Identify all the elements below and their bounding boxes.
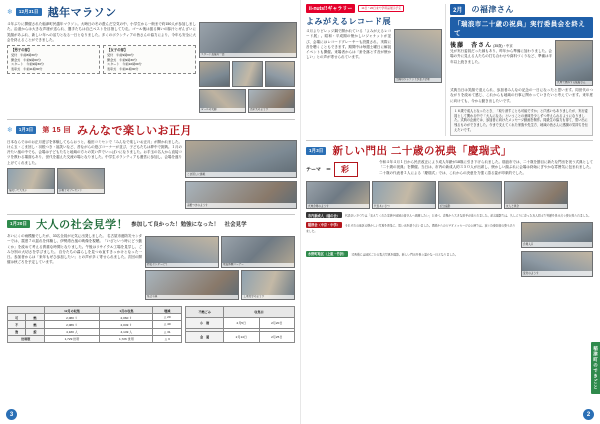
gomi-th-1: 不燃ごみ [186,307,224,318]
snowflake-icon-2: ❄ [7,126,13,134]
shakai-photo-4 [241,270,295,300]
schedule-women-2: 開会式 午前9時30分 [107,57,137,62]
shakai-photo-2 [221,236,295,268]
seijin-body-text: 令和４年４月１日から民法改正により成人年齢が18歳に引き下げられました。瑞浪市では、二十歳を節目に新たな門出を祝う式典として「二十歳の祝典」を開催。当日は、市内の新成人約３５０人が出席し、懐かしい顔ぶれに会場は終始にぎやかな雰囲気に包まれました。二十歳の代表者３人による「慶瑞式」では、これからの決意を力強く語る姿が印象的でした。 [379,160,593,175]
schedule-women-1: 受付 午前9時00分 [107,53,134,58]
schedule-men-1: 受付 午前8時30分 [11,53,38,58]
schedule-women-3: スタート 午前10時00分 [107,62,142,67]
article-newyear [7,122,295,210]
seijin-date-badge: 1月3日 [306,147,326,155]
newyear-headline: みんなで楽しいお正月 [77,124,193,137]
seijin-photo-3 [438,181,502,209]
seijin-photo-6-caption: 受付のようす [522,271,592,275]
seijin-photo-strip-top [306,181,593,209]
seijin-section-3 [306,251,518,277]
shakai-strip-2 [145,270,295,300]
article-fukutsu [445,4,593,136]
seijin-theme-word: 彩 [334,162,358,177]
fukutsu-lead [450,49,552,65]
seijin-sec2-label: 稲津会（中京・中学） [308,223,340,227]
fukutsu-person-card [450,40,593,86]
article-ii-nuts [306,4,442,136]
shakai-sub-headline: 参加して良かった！勉強になった！ 社会見学 [131,222,247,228]
shakai-photo-4-caption: 工場見学のようす [242,295,294,299]
pop-r1-c4: 2,060 ｔ [100,314,153,321]
table-row [186,317,295,328]
newyear-body [7,140,182,166]
divider-2 [7,214,295,215]
fukutsu-name: 後藤 杏さん [450,43,493,49]
fukutsu-meta: (35歳)・中京 [493,44,513,48]
seijin-theme-label: テーマ ＝ [306,167,332,174]
ii-nuts-photo [394,29,442,83]
gomi-r3-c2: 2月14日 [224,332,259,343]
pop-r4-c1: 世帯数 [8,335,45,342]
seijin-photo-1-caption: 式典会場のようす [307,204,369,208]
pop-th-jan: 1月の収集 [100,307,153,314]
seijin-sec3-label: 水野町地区（上組・竹折） [308,252,347,256]
fukutsu-month-badge: 2月 [450,4,465,15]
newyear-photo-4 [57,168,105,194]
shakai-headline-row [7,216,295,232]
shakai-photo-1 [145,236,219,268]
table-row [186,332,295,343]
fukutsu-quote: １８歳で成人となったとき、「取り消すことも可能ですか」と戸惑いもありましたが、実行委員として関わる中で「大人になる」ということの意味を少しずつ考えられるようになりました。式典の企画では、参加者に向けたメッセージ動画を制作。同級生の協力も得て、思い出に残るものができました。今まで支えてくれた家族や先生方、地域の皆さんに感謝の気持ちを伝えたいです。 [450,106,593,136]
shakai-strip-1 [145,236,295,268]
page-number-right: 2 [583,409,594,420]
gomi-r3-c1: 金 属 [186,332,224,343]
seijin-headline-row [306,143,593,158]
right-page [300,0,600,424]
gomi-th-2: 収集日 [224,307,295,318]
seijin-photo-4 [504,181,568,209]
seijin-photo-2-caption: 代表あいさつ [373,204,435,208]
ii-nuts-headline: よみがえるレコード展 [306,17,391,26]
gomi-table [185,306,295,343]
seijin-section-1 [306,212,593,218]
newyear-times-label: 第 15 回 [42,126,72,134]
seijin-theme-block [306,160,376,179]
fukutsu-name-row [450,40,552,49]
marathon-top [7,22,295,115]
seijin-photo-6 [521,251,593,277]
newyear-content [7,140,295,210]
newyear-photo-4-caption: お菓子のプレゼント [58,189,104,193]
pop-r2-c4: 2,049 ｔ [100,321,153,328]
pop-r4-c5: △ 3 [153,335,182,342]
page-number-left: 3 [6,409,17,420]
marathon-photo-1-caption: スタート直後の一団 [200,53,296,57]
pop-r3-c5: △ 31 [153,328,182,335]
ii-nuts-photo-caption: 当時のジャケットが並ぶ会場 [395,78,441,82]
marathon-headline: 越年マラソン [47,7,117,19]
newyear-headline-row [7,122,295,138]
marathon-photo-strip [199,61,295,87]
table-header-row [8,307,182,314]
article-seijin [306,143,593,276]
marathon-photo-6-caption: 表彰式のようす [249,108,294,112]
newyear-body-text: 日本ならではのお正月遊びを体験してもらおうと、稲田コミセンで「みんなで楽しいお正月」が開かれました。けん玉・こま回し・羽根つき・福笑いなど、昔ながらの遊びコーナーが並び、子どもたちは夢中で挑戦。１月の冷たい風の中でも、会場は子どもたちと地域の方々の笑い声でいっぱいになりました。お手玉の名人から直接コツを教わる場面もあり、世代を越えた交流の場となりました。中学生ボランティアも運営に参加し、会場を盛り上げてくれました。 [7,139,182,165]
pop-r2-c1: 不 [8,321,26,328]
schedule-women-title: 【女子の部】 [107,48,128,52]
seijin-sec3-text: 式典後には地区ごとの集合写真を撮影。新しい門出を祝う温かな一日となりました。 [351,252,458,256]
newyear-photo-1-caption: こま回しに挑戦 [186,172,296,176]
seijin-photo-5 [521,222,593,248]
pop-r3-c4: 4,149 人 [100,328,153,335]
seijin-section-2 [306,222,518,248]
table-row [8,314,182,321]
gomi-r1-c2: 2月5日 [224,317,259,328]
divider-1 [7,119,295,120]
pop-th-blank [8,307,45,314]
marathon-photo-6 [248,89,295,113]
marathon-photo-5 [199,89,246,113]
seijin-theme-row [306,162,376,177]
seijin-section-3-row [306,251,593,277]
right-top-row [306,4,593,136]
seijin-sec2-text: それぞれの地区の懐かしい写真を背景に、思い出を語り合いました。恩師からのビデオメッセージの上映では、涙ぐむ参加者の姿もありました。 [306,223,516,233]
ii-nuts-body [306,29,391,83]
shakai-date-badge: 1月20日 [7,220,30,228]
seijin-sec1-label: 市内新成人（瑞の会） [308,213,340,218]
seijin-photo-5-caption: 会場入口 [522,242,592,246]
schedule-men-title: 【男子の部】 [11,48,32,52]
gomi-tables [7,306,295,343]
shakai-headline: 大人の社会見学！ [36,219,129,231]
table-header-row [186,307,295,318]
seijin-sec1-text: 代表あいさつでは「支えてくれた家族や地域の皆さんへ感謝したい」と述べ、会場から大きな拍手が送られました。記念撮影では、久しぶりに会った友人同士で笑顔を見せ合う姿が見られました。 [345,213,592,218]
marathon-photo-4 [265,61,295,87]
seijin-photo-2 [372,181,436,209]
pop-r1-c5: △ 20 [153,314,182,321]
pop-th-diff: 増減 [153,307,182,314]
table-row [8,321,182,328]
fukutsu-photo [555,40,593,86]
fukutsu-band: 「瑞浪市二十歳の祝典」実行委員会を終えて [450,17,593,38]
snowflake-icon: ❄ [7,9,13,16]
newyear-date-badge: 1月3日 [16,126,36,134]
marathon-body-text: ４年ぶりに開催された稲津町民越年マラソン。大晦日の冬の澄んだ空気の中、小学生から一般まで約150人が参加しました。沿道からは大きな声援が送られ、選手たちは自己ベストを目指して力走。ゴール後は振る舞いの豚汁とぜんざいに笑顔があふれ、新しい年への活力となる一日となりました。多くのボランティアの皆さんの協力により、今年も安全に大会を終えることができました。 [7,22,196,42]
marathon-schedule [7,45,196,74]
shakai-photo-1-caption: 防災センターにて [146,263,218,267]
pop-r1-c1: 可 [8,314,26,321]
newyear-photo-2-caption: 羽根つきのようす [186,203,296,207]
article-shakai [7,216,295,302]
marathon-headline-row [7,4,295,20]
marathon-photo-strip-2 [199,89,295,113]
seijin-section-2-row [306,222,593,248]
table-row [8,335,182,342]
ii-nuts-body-text: ４月よりビレッジ鋼で開かれている「よみがえるレコード展」。昭和・平成期の懐かしいジャケットが並び、会場にはレコードプレーヤーも設置され、実際に音を聴くこともできます。期間中は毎週土曜日に解説イベントも開催。来場者からは「針を落とす音が懐かしい」との声が寄せられています。 [306,29,392,60]
schedule-men-3: スタート 午前9時30分 [11,62,45,67]
marathon-photo-5-caption: ゴールの笑顔 [200,108,245,112]
shakai-body-text: あいにくの雨模様でしたが、33名全員が元気に出発しました。 名古屋市港防災センターでは、震度７の揺れを体験し、伊勢湾台風の映像を視聴。「いざという時にどう動くか」を改めて考える貴重な時間となりました。午後はリサイクル工場を見学し、ごみ分別の大切さを学びました。 自分たちの暮らしを見つめ直すきっかけとなった一日。参加者からは「来年もぜひ参加したい」との声が多く寄せられました。次回の開催は秋ごろを予定しています。 [7,234,142,265]
divider-right-1 [306,140,593,141]
pop-r2-c3: 2,089 ｔ [44,321,100,328]
newyear-photo-2 [185,181,297,209]
seijin-headline: 新しい門出 二十歳の祝典「慶瑞式」 [332,145,512,158]
marathon-date-badge: 12月31日 [16,8,42,16]
gomi-r1-c3: 2月20日 [259,317,294,328]
newyear-photo-3 [7,168,55,194]
shakai-photo-3-caption: 集合写真 [146,295,238,299]
gomi-r3-c3: 2月25日 [259,332,294,343]
seijin-top [306,160,593,179]
fukutsu-headline: の福津さん [471,5,514,14]
shakai-content [7,234,295,302]
ii-nuts-note: 14日〜20日まで学用品展示予定 [358,5,404,12]
article-marathon [7,4,295,115]
marathon-body [7,22,196,43]
ii-nuts-tag: ii-nuts!!ギャラリー [306,4,355,13]
schedule-men-2: 開会式 午前9時00分 [11,57,41,62]
marathon-schedule-women [103,45,196,74]
seijin-photo-3-caption: 記念撮影 [439,204,501,208]
gomi-r1-c1: 小 箱 [186,317,224,328]
shakai-photo-3 [145,270,239,300]
pop-r4-c4: 1,726 世帯 [100,335,153,342]
seijin-photo-4-caption: 友人と再会 [505,204,567,208]
schedule-women-4: 表彰式 午前11時30分 [107,66,139,71]
newyear-photo-strip-lower [7,168,182,194]
seijin-photo-1 [306,181,370,209]
pop-r2-c2: 燃 [26,321,44,328]
fukutsu-lead-text: 兄が実行委員だった縁もあり、昨年から準備に加わりました。会場の外に見える人たちの打ち合わせや資料づくりなど、準備は半年以上続きました。 [450,49,552,64]
marathon-photo-3 [232,61,263,87]
pop-r2-c5: △ 40 [153,321,182,328]
pop-th-dec: 12月の収集 [44,307,100,314]
shakai-body [7,234,142,266]
fukutsu-photo-caption: 式典で挨拶する後藤さん [556,81,592,85]
pop-r3-c2: 源 [26,328,44,335]
fukutsu-body [450,88,593,104]
seijin-body [379,160,593,179]
fukutsu-body-text: 式典当日は笑顔で迎えられ、参加者みんなの記念の一日になったと思います。同世代のつながりを改めて感じ、これからも地域の行事に関わっていきたいと考えています。来年度に向けても、今から動き出したいです。 [450,88,593,103]
ii-nuts-header [306,4,442,13]
newyear-photo-3-caption: 福笑いで大笑い [8,189,54,193]
pop-r4-c3: 1,729 世帯 [44,335,100,342]
ii-nuts-content [306,29,442,83]
pop-r1-c3: 2,080 ｔ [44,314,100,321]
marathon-photo-1 [199,22,297,58]
fukutsu-headline-row [450,4,593,15]
schedule-men-4: 表彰式 午前11時30分 [11,66,43,71]
shakai-photo-2-caption: 地震体験コーナー [222,263,294,267]
marathon-schedule-men [7,45,100,74]
side-tab: 稲津町のできごと [591,342,600,394]
newyear-photo-1 [185,140,297,178]
table-row [8,328,182,335]
pop-r3-c1: 資 [8,328,26,335]
pop-r3-c3: 4,180 人 [44,328,100,335]
marathon-photo-2 [199,61,230,87]
pop-r1-c2: 燃 [26,314,44,321]
population-table [7,306,182,343]
